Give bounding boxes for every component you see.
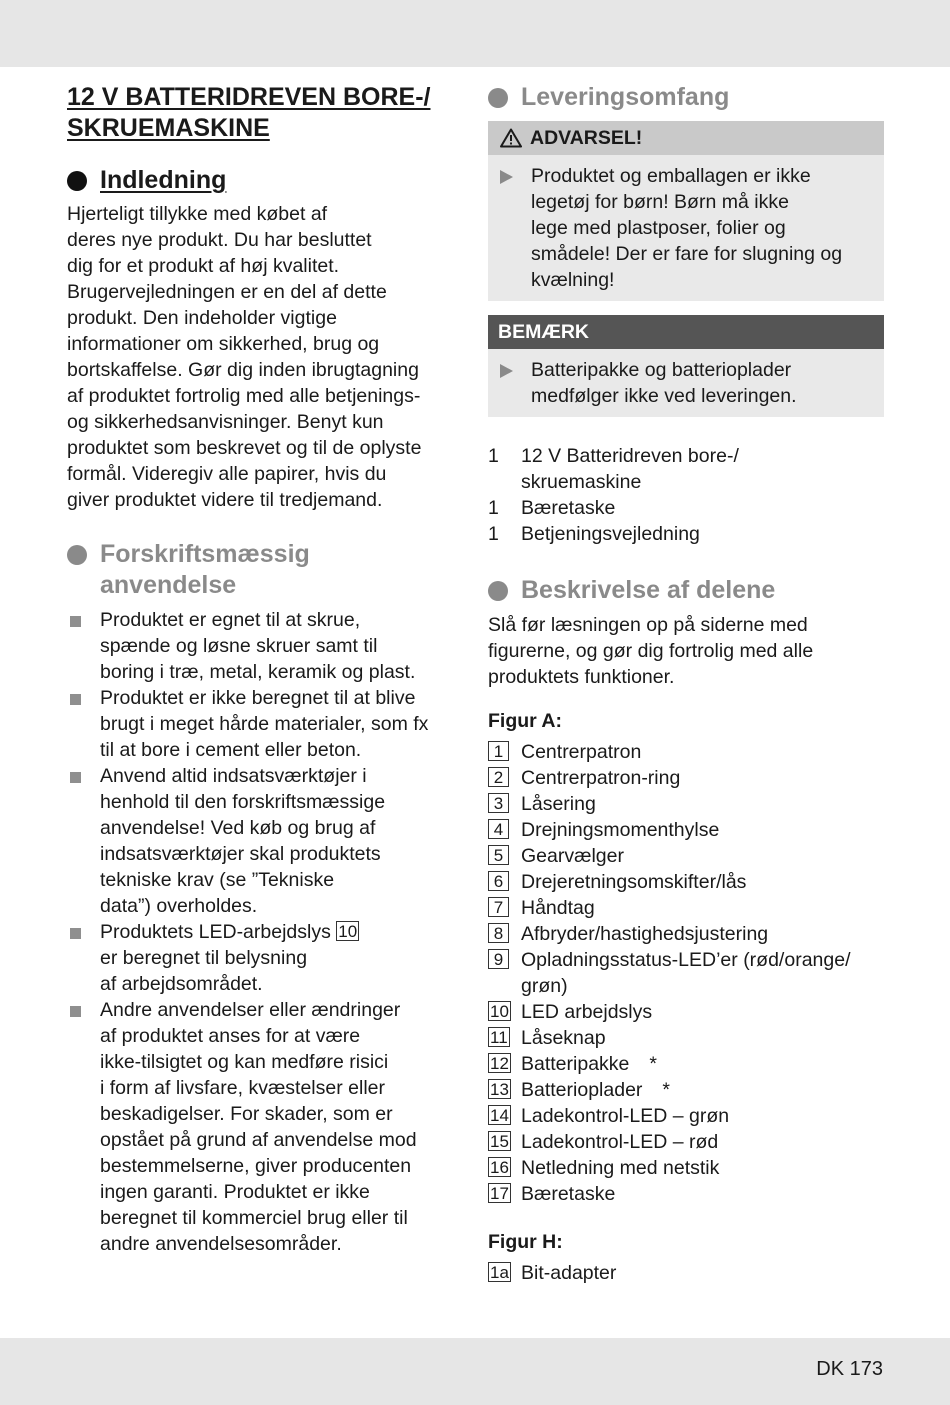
text-line: dig for et produkt af høj kvalitet. — [67, 255, 340, 277]
text-line: kvælning! — [531, 269, 615, 291]
text-line: tekniske krav (se ”Tekniske — [100, 869, 335, 891]
text-line: ingen garanti. Produktet er ikke — [100, 1181, 370, 1203]
text-line: i form af livsfare, kvæstelser eller — [100, 1077, 385, 1099]
text-line: produkt. Den indeholder vigtige — [67, 307, 337, 329]
text-line: skruemaskine — [521, 471, 642, 493]
text-line: lege med plastposer, folier og — [531, 217, 786, 239]
square-bullet-icon — [70, 1006, 81, 1017]
part-number-box: 3 — [488, 793, 509, 813]
part-item — [488, 1077, 884, 1103]
delivery-qty: 1 — [488, 445, 499, 467]
text-line: Andre anvendelser eller ændringer — [100, 999, 401, 1021]
usage-list-item — [67, 607, 467, 685]
footer-band — [0, 1338, 950, 1405]
part-item — [488, 843, 884, 869]
part-number-box: 17 — [490, 1184, 509, 1203]
text-line: medfølger ikke ved leveringen. — [531, 385, 797, 407]
left-column — [67, 80, 467, 1257]
delivery-text — [521, 495, 615, 521]
right-column — [488, 80, 884, 1286]
part-item — [488, 817, 884, 843]
text-line: produktet som beskrevet og til de oplyste — [67, 437, 422, 459]
header-band — [0, 0, 950, 67]
part-number-box: 6 — [488, 871, 509, 891]
part-label: Låsering — [521, 793, 596, 815]
part-label: Afbryder/hastighedsjustering — [521, 923, 769, 945]
intro-heading: Indledning — [67, 166, 467, 195]
text-line: Hjerteligt tillykke med købet af — [67, 203, 328, 225]
text-line: beregnet til kommerciel brug eller til — [100, 1207, 408, 1229]
text-line: Anvend altid indsatsværktøjer i — [100, 765, 367, 787]
part-item — [488, 869, 884, 895]
part-label: Opladningsstatus-LED’er (rød/orange/ grøn) — [521, 949, 851, 997]
text-line: deres nye produkt. Du har besluttet — [67, 229, 372, 251]
text-line: data”) overholdes. — [100, 895, 258, 917]
part-item — [488, 1051, 884, 1077]
part-number-box: 5 — [488, 845, 509, 865]
part-label: Bit-adapter — [521, 1262, 617, 1284]
part-item — [488, 947, 884, 999]
text-line: boring i træ, metal, keramik og plast. — [100, 661, 416, 683]
text-line: legetøj for børn! Børn må ikke — [531, 191, 789, 213]
text-line: informationer om sikkerhed, brug og — [67, 333, 380, 355]
usage-list-item — [67, 763, 467, 919]
text-line: henhold til den forskriftsmæssige — [100, 791, 386, 813]
note-box — [488, 315, 884, 417]
part-number-box: 13 — [490, 1080, 509, 1099]
part-number-box: 9 — [488, 949, 509, 969]
part-item — [488, 921, 884, 947]
bullet-dot-icon — [67, 545, 87, 565]
text-line: til at bore i cement eller beton. — [100, 739, 362, 761]
part-label: Håndtag — [521, 897, 595, 919]
text-line: af produktet anses for at være — [100, 1025, 361, 1047]
text-line: bestemmelserne, giver producenten — [100, 1155, 412, 1177]
part-item — [488, 1103, 884, 1129]
text-line: ikke-tilsigtet og kan medføre risici — [100, 1051, 389, 1073]
figure-h-list — [488, 1260, 884, 1286]
square-bullet-icon — [70, 772, 81, 783]
usage-list — [67, 607, 467, 1257]
part-label: LED arbejdslys — [521, 1001, 653, 1023]
text-line: af produktet fortrolig med alle betjenings- — [67, 385, 421, 407]
text-line: Produktet og emballagen er ikke — [531, 165, 811, 187]
square-bullet-icon — [70, 694, 81, 705]
part-item — [488, 1129, 884, 1155]
text-line: bortskaffelse. Gør dig inden ibrugtagning — [67, 359, 419, 381]
part-label: Centrerpatron — [521, 741, 642, 763]
usage-list-item: Produktets LED-arbejdslys 10 er beregnet til belysning af arbejdsområdet. — [67, 919, 467, 997]
delivery-item — [488, 521, 884, 547]
figure-a-list — [488, 739, 884, 1207]
part-item — [488, 1025, 884, 1051]
text-line: indsatsværktøjer skal produktets — [100, 843, 381, 865]
part-item — [488, 895, 884, 921]
text-line: anvendelse! Ved køb og brug af — [100, 817, 376, 839]
part-item — [488, 999, 884, 1025]
note-header: BEMÆRK — [488, 315, 884, 349]
part-item — [488, 1260, 884, 1286]
parts-intro-paragraph — [488, 612, 884, 690]
usage-heading: Forskriftsmæssig anvendelse — [67, 539, 467, 601]
part-number-box: 14 — [490, 1106, 509, 1125]
part-number-box: 12 — [490, 1054, 509, 1073]
footnote-star: * — [662, 1079, 671, 1101]
text-line: figurerne, og gør dig fortrolig med alle — [488, 640, 814, 662]
delivery-list — [488, 443, 884, 547]
bullet-dot-icon — [488, 581, 508, 601]
intro-paragraph — [67, 201, 467, 513]
text-line: Brugervejledningen er en del af dette — [67, 281, 387, 303]
part-number-box: 10 — [490, 1002, 509, 1021]
part-number-box: 11 — [490, 1028, 508, 1047]
figure-a-label: Figur A: — [488, 710, 563, 732]
text-line: andre anvendelsesområder. — [100, 1233, 342, 1255]
text-line: Batteripakke og batterioplader — [531, 359, 792, 381]
part-number-box: 7 — [488, 897, 509, 917]
text-line: Bæretaske — [521, 497, 616, 519]
part-label: Netledning med netstik — [521, 1157, 720, 1179]
usage-list-item — [67, 685, 467, 763]
part-number-box: 8 — [488, 923, 509, 943]
page-title — [67, 82, 467, 144]
part-label: Batterioplader * — [521, 1079, 671, 1101]
text-line: spænde og løsne skruer samt til — [100, 635, 378, 657]
title-line-1: 12 V BATTERIDREVEN BORE-/ — [67, 83, 431, 111]
text-line: formål. Videregiv alle papirer, hvis du — [67, 463, 387, 485]
text-line: smådele! Der er fare for slugning og — [531, 243, 843, 265]
part-label: Centrerpatron-ring — [521, 767, 681, 789]
text-line: opstået på grund af anvendelse mod — [100, 1129, 417, 1151]
part-item — [488, 791, 884, 817]
part-item — [488, 739, 884, 765]
text-line: giver produktet videre til tredjemand. — [67, 489, 383, 511]
warning-triangle-icon — [500, 128, 522, 148]
part-label: Ladekontrol-LED – grøn — [521, 1105, 730, 1127]
triangle-bullet-icon — [500, 364, 513, 378]
delivery-item — [488, 443, 884, 495]
warning-header: ADVARSEL! — [488, 121, 884, 155]
part-number-box: 16 — [490, 1158, 509, 1177]
part-label: Låseknap — [521, 1027, 606, 1049]
footnote-star: * — [649, 1053, 657, 1075]
text-line: Slå før læsningen op på siderne med — [488, 614, 808, 636]
notice-item — [488, 357, 884, 409]
figure-h-label: Figur H: — [488, 1231, 563, 1253]
square-bullet-icon — [70, 616, 81, 627]
part-number-box: 1 — [488, 741, 509, 761]
text-line: Betjeningsvejledning — [521, 523, 700, 545]
note-list — [488, 349, 884, 417]
delivery-qty: 1 — [488, 523, 499, 545]
part-number-box: 15 — [490, 1132, 509, 1151]
delivery-text — [521, 443, 739, 495]
part-label: Ladekontrol-LED – rød — [521, 1131, 719, 1153]
delivery-text — [521, 521, 700, 547]
part-label: Bæretaske — [521, 1183, 616, 1205]
square-bullet-icon — [70, 928, 81, 939]
text-line: produktets funktioner. — [488, 666, 675, 688]
page-number: DK 173 — [816, 1358, 883, 1380]
delivery-heading: Leveringsomfang — [488, 82, 884, 113]
part-item — [488, 765, 884, 791]
text-line: brugt i meget hårde materialer, som fx — [100, 713, 429, 735]
text-line: 12 V Batteridreven bore-/ — [521, 445, 739, 467]
part-number-box: 2 — [488, 767, 509, 787]
warning-list — [488, 155, 884, 301]
warning-box — [488, 121, 884, 301]
delivery-qty: 1 — [488, 497, 499, 519]
notice-item — [488, 163, 884, 293]
bullet-dot-icon — [67, 171, 87, 191]
text-line: Produktet er egnet til at skrue, — [100, 609, 361, 631]
delivery-item — [488, 495, 884, 521]
part-number-box: 4 — [488, 819, 509, 839]
part-item — [488, 1155, 884, 1181]
text-line: beskadigelser. For skader, som er — [100, 1103, 393, 1125]
usage-list-item — [67, 997, 467, 1257]
part-ref-box: 10 — [338, 922, 358, 941]
title-line-2: SKRUEMASKINE — [67, 114, 270, 142]
part-label: Drejningsmomenthylse — [521, 819, 720, 841]
text-line: Produktet er ikke beregnet til at blive — [100, 687, 416, 709]
triangle-bullet-icon — [500, 170, 513, 184]
part-label: Gearvælger — [521, 845, 624, 867]
bullet-dot-icon — [488, 88, 508, 108]
part-number-box: 1a — [490, 1263, 509, 1282]
parts-heading: Beskrivelse af delene — [488, 575, 884, 606]
part-item — [488, 1181, 884, 1207]
part-label: Batteripakke * — [521, 1053, 657, 1075]
part-label: Drejeretningsomskifter/lås — [521, 871, 747, 893]
text-line: og sikkerhedsanvisninger. Benyt kun — [67, 411, 384, 433]
